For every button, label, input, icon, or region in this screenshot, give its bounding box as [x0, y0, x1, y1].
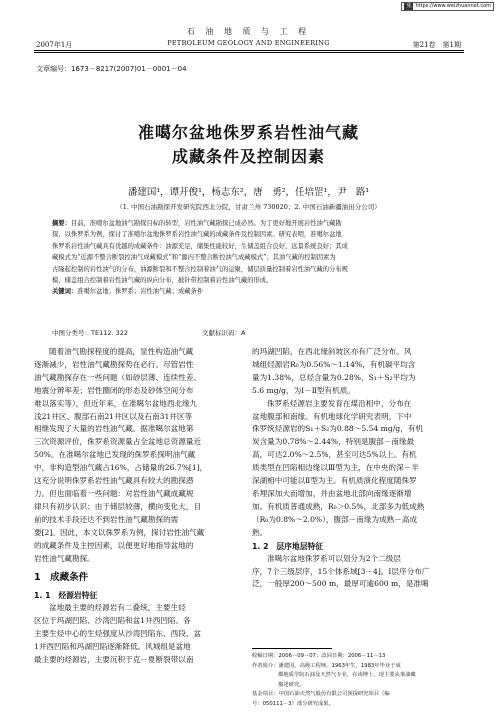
clc-label: 中图分类号：: [52, 329, 91, 337]
text-line: 盆地腹部和南缘。有机地球化学研究表明，下中: [252, 411, 412, 421]
text-line: 最主要的烃源岩，主要沉积于克－夏断裂带以南: [34, 655, 194, 665]
abstract: [52, 218, 446, 298]
left-column: [34, 346, 247, 667]
text-line: 都地质学院石油及天然气专业，在读博士，现主要从事油藏: [278, 672, 416, 679]
text-line: 准噶尔盆地侏罗系可以划分为2个二级层: [267, 553, 401, 563]
header-rule: [34, 50, 464, 51]
journal-title-en: PETROLEUM GEOLOGY AND ENGINEERING: [167, 39, 330, 47]
text-line: 熟。: [252, 527, 268, 537]
text-line: 高，可达2.0%～2.5%，甚至可达5%以上。有机: [252, 450, 417, 460]
clc-code: TE112. 322: [91, 329, 129, 337]
keywords: 准噶尔盆地；侏罗系；岩性油气藏；成藏条件: [77, 288, 204, 296]
text-line: 逐渐减少，岩性油气藏勘探势在必行。尽管岩性: [34, 359, 194, 369]
text-line: 城组烃源岩R₀为0.56%～1.14%，有机碳平均含: [252, 359, 416, 369]
abstract-label: 摘要：: [52, 220, 71, 227]
text-line: 油气藏勘探存在一些问题（如砂层薄、连续性差、: [34, 372, 202, 382]
header-rule-thin: [34, 52, 464, 53]
text-line: 的成藏条件及主控因素，以便更好地指导盆地的: [34, 540, 194, 550]
text-line: 1井西凹陷和玛湖凹陷逐渐降低。风城组是盆地: [34, 642, 191, 652]
text-line: 50%。在准噶尔盆地已发现的侏罗系探明油气藏: [34, 450, 196, 460]
footnotes: [252, 652, 465, 710]
text-line: 地震分辨率差；岩性圈闭的形态及砂体空间分布: [34, 385, 194, 395]
text-line: 的玛湖凹陷，在西北缘斜坡区亦有广泛分布。风: [252, 347, 412, 356]
text-line: 序，7个三级层序，15个体系域[3－4]。Ⅰ层序分布广: [252, 566, 430, 576]
article-number: 文章编号：1673－8217(2007)01－0001－04: [36, 65, 187, 73]
text-line: 三次资源评价，侏罗系资源量占全盆地总资源量近: [34, 437, 202, 447]
text-line: 这充分说明侏罗系岩性油气藏具有较大的勘探潜: [34, 476, 194, 486]
text-line: 要[2]。因此，本文以侏罗系为例，探讨岩性油气藏: [34, 527, 205, 537]
text-line: 加。有机质普通成熟，R₀＞0.5%，北部多为低成熟: [252, 501, 425, 511]
right-body-b: [252, 553, 465, 592]
authors: 潘建国¹，谭开俊¹，杨志东²，唐 勇²，任培罡¹，尹 路¹: [127, 187, 370, 198]
text-line: 中，非构造型油气藏占16%，占储量的26.7%[1]，: [34, 463, 208, 473]
text-line: 侏罗统烃源岩的S₁＋S₂为0.88～5.54 mg/g，有机: [252, 424, 423, 434]
subsection-heading: 1. 2 层序地层特征: [252, 541, 324, 551]
doc-code-label: 文献标识码：: [202, 329, 241, 337]
classification-row: [52, 328, 446, 337]
text-line: 收稿日期：2006－09－07；改回日期：2006－11－13: [252, 653, 386, 659]
abstract-line: 藏模式为“近源不整合断裂控油气成藏模式”和“源内不整合断控油气成藏模式”；其油气藏的控制因素为: [52, 254, 336, 262]
text-line: 系埋深加大而增加，并由盆地北部向南缘逐渐增: [252, 488, 412, 498]
volume-issue: 第21卷 第1期: [412, 41, 461, 49]
text-line: 区位于玛湖凹陷、沙湾凹陷和盆1井西凹陷。各: [34, 616, 191, 626]
text-line: 质类型在凹陷相边缘以Ⅲ型为主，在中央的深－半: [252, 463, 419, 473]
text-line: 主要生烃中心的生烃强度从沙湾凹陷东、西段、盆: [34, 629, 202, 639]
title-line-1: 准噶尔盆地侏罗系岩性油气藏: [137, 123, 359, 142]
text-line: 基金项目：中国石油天然气股份有限公司预探研究项目（编: [252, 691, 390, 698]
text-line: 炭含量为0.78%～2.44%，特别是腹部－南缘最: [252, 437, 415, 447]
text-line: 力。但也面临着一些问题：对岩性油气藏成藏规: [34, 488, 194, 498]
affiliation: （1. 中国石油勘探开发研究院西北分院，甘肃兰州 730020；2. 中国石油新疆油田分公司）: [116, 203, 381, 211]
doc-code-group: [202, 328, 245, 337]
subsection-body: [34, 602, 247, 667]
abstract-line: 模，储盖组合控制着岩性油气藏的纵向分布，披针带控制着岩性油气藏的形成。: [52, 277, 273, 285]
text-line: 律只有初步认识；由于储层较薄，横向变化大，目: [34, 501, 202, 511]
text-line: 5.6 mg/g，为Ⅰ－Ⅱ型有机质。: [252, 385, 355, 395]
journal-title-cn: 石 油 地 质 与 工 程: [186, 27, 311, 36]
keywords-line: [52, 286, 446, 297]
text-line: 难以落实等），但近年来，在准噶尔盆地西北缘九: [34, 398, 198, 408]
doc-code: A: [241, 329, 246, 337]
subsection-heading: 1. 1 烃源岩特征: [34, 591, 98, 601]
text-line: 相继发现了大量的岩性油气藏。据准噶尔盆地第: [34, 424, 194, 434]
text-line: 泛，一般厚200～500 m，最厚可逾600 m，是准噶: [252, 579, 429, 589]
text-line: 深湖相中可能以Ⅱ型为主。有机质演化程度随侏罗: [252, 476, 417, 486]
right-body-a: [252, 346, 465, 540]
text-line: 号：050111－3）部分研究成果。: [252, 700, 334, 707]
text-line: 浅21井区、腹部石南21井区以及石南31井区等: [34, 411, 193, 421]
text-line: 岩性油气藏勘探。: [34, 553, 95, 563]
watermark-mark: 免: [406, 3, 412, 9]
title-line-2: 成藏条件及控制因素: [171, 147, 325, 166]
footnote-rule: [252, 648, 332, 649]
keywords-label: 关键词：: [52, 288, 78, 296]
watermark-url: https://www.weizhuannet.com: [415, 3, 491, 9]
issue-date: 2007年1月: [36, 41, 73, 49]
text-line: （R₀为0.8%～2.0%），腹部－南缘为成熟－高成: [252, 514, 418, 524]
abstract-line: 探，以侏罗系为例，探讨了准噶尔盆地侏罗系岩性油气藏的成藏条件及控制因素。研究表明，准噶尔盆地: [52, 231, 342, 239]
right-column: [252, 346, 465, 591]
abstract-text: 目前，准噶尔盆地油气勘探目标的转型，岩性油气藏勘探已成必然。为了更好地开展岩性油气藏勘: [70, 220, 342, 227]
abstract-line: 古隆起控制的岩性油气的分布，油源断裂和不整合控制着油气的运聚，储层质量控制着岩性油气藏的分布规: [52, 265, 348, 273]
text-line: 量为1.38%，总烃含量为0.28%，S₁＋S₂平均为: [252, 372, 416, 382]
section-heading: 1 成藏条件: [34, 572, 89, 584]
text-line: 描述研究。: [278, 681, 305, 688]
text-line: 作者简介：潘建国，高级工程师，1963年生，1983年毕业于成: [252, 662, 401, 669]
watermark[interactable]: [401, 2, 494, 11]
text-line: 随着油气勘探程度的提高，显性构造油气藏: [49, 347, 194, 356]
text-line: 侏罗系烃源岩主要发育在煤沿相中，分布在: [267, 398, 412, 408]
introduction: [34, 346, 247, 565]
abstract-line: 侏罗系岩性油气藏具有优越的成藏条件：油源充足，储集性能较好，生储盖组合良好，远景系统良好；其成: [52, 242, 348, 250]
text-line: 盆地最主要的烃源岩有二叠统，主要生烃: [49, 603, 186, 613]
abstract-line: [52, 218, 446, 229]
text-line: 前的技术手段还达不到岩性油气藏勘探的需: [34, 514, 179, 524]
